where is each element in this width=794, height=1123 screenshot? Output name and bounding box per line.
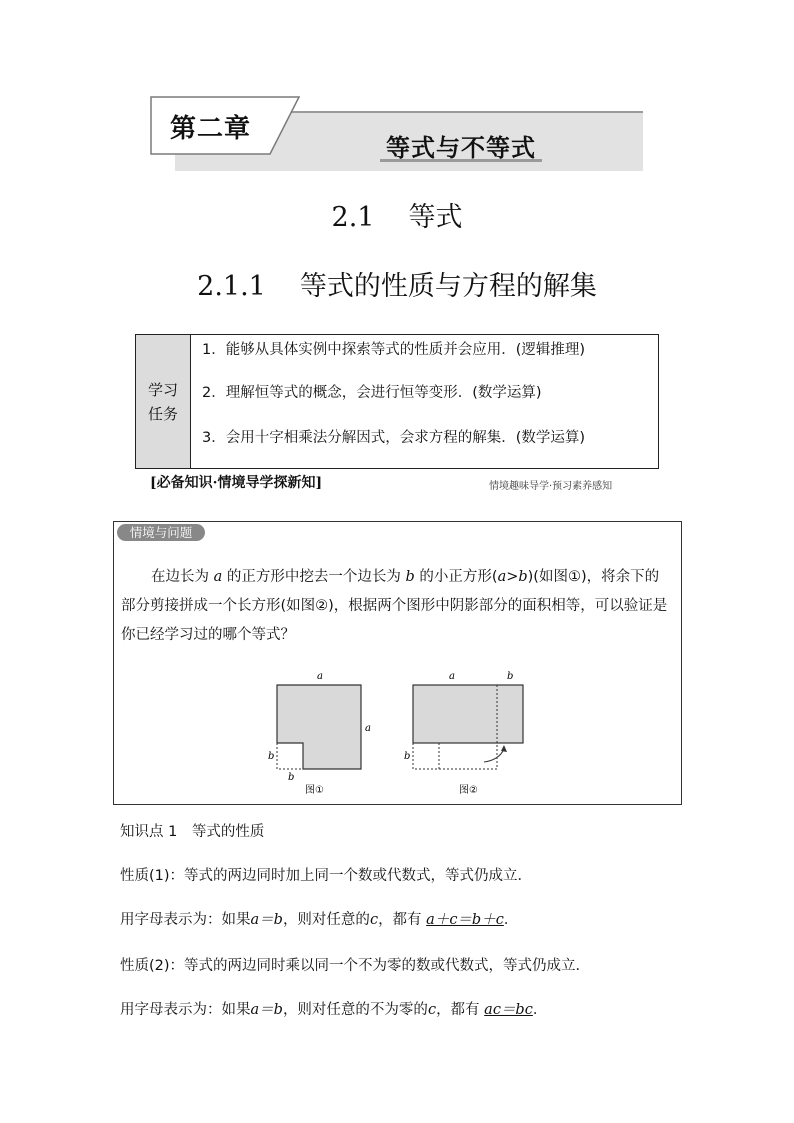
property-2: 性质(2)：等式的两边同时乘以同一个不为零的数或代数式，等式仍成立． (120, 958, 591, 974)
task-label-line1: 学习 (147, 380, 178, 399)
property-2-answer: ac＝bc (484, 1002, 533, 1018)
property-1-formula: 用字母表示为：如果a＝b，则对任意的c，都有 a＋c＝b＋c． (120, 912, 519, 928)
task-item: 2．理解恒等式的概念，会进行恒等变形．(数学运算) (202, 385, 542, 401)
task-item: 1．能够从具体实例中探索等式的性质并会应用．(逻辑推理) (202, 342, 586, 358)
learning-task-label (136, 335, 191, 468)
fig1-label-b-left: b (268, 751, 275, 762)
fig2-label-b-top: b (507, 671, 514, 682)
section-number: 2.1 (331, 202, 375, 233)
knowledge-section-subtitle: 情境趣味导学·预习素养感知 (489, 481, 613, 492)
figure-2-caption: 图② (459, 785, 478, 796)
task-item: 3．会用十字相乘法分解因式，会求方程的解集．(数学运算) (202, 430, 586, 446)
figure-2-rectangle (413, 685, 523, 769)
chapter-label: 第二章 (170, 114, 252, 144)
task-label-line2: 任务 (147, 404, 178, 423)
section-name: 等式 (408, 202, 463, 233)
subsection-title (0, 264, 794, 303)
property-1: 性质(1)：等式的两边同时加上同一个数或代数式，等式仍成立． (120, 868, 533, 884)
scenario-tag: 情境与问题 (117, 524, 205, 541)
knowledge-section-title: [必备知识·情境导学探新知] (150, 475, 323, 491)
geometry-figures (260, 665, 540, 797)
section-title (0, 195, 794, 234)
subsection-number: 2.1.1 (197, 271, 266, 302)
fig1-label-a-top: a (317, 671, 323, 682)
chapter-title: 等式与不等式 (386, 134, 536, 162)
scenario-paragraph: 在边长为 a 的正方形中挖去一个边长为 b 的小正方形(a>b)(如图①)，将余下的部分剪接拼成一个长方形(如图②)，根据两个图形中阴影部分的面积相等，可以验证是你已经学习过的哪个等式？ (121, 569, 668, 643)
figure-1-square-minus-corner (277, 685, 361, 769)
subsection-name: 等式的性质与方程的解集 (299, 271, 597, 302)
property-2-formula: 用字母表示为：如果a＝b，则对任意的不为零的c，都有 ac＝bc． (120, 1002, 548, 1018)
figure-1-caption: 图① (305, 785, 324, 796)
fig2-label-b-left: b (404, 751, 411, 762)
property-1-answer: a＋c＝b＋c (426, 912, 504, 928)
fig2-label-a-top: a (449, 671, 455, 682)
fig1-label-b-bottom: b (288, 772, 295, 783)
fig1-label-a-right: a (365, 723, 371, 734)
knowledge-point-heading: 知识点 1 等式的性质 (120, 824, 265, 840)
